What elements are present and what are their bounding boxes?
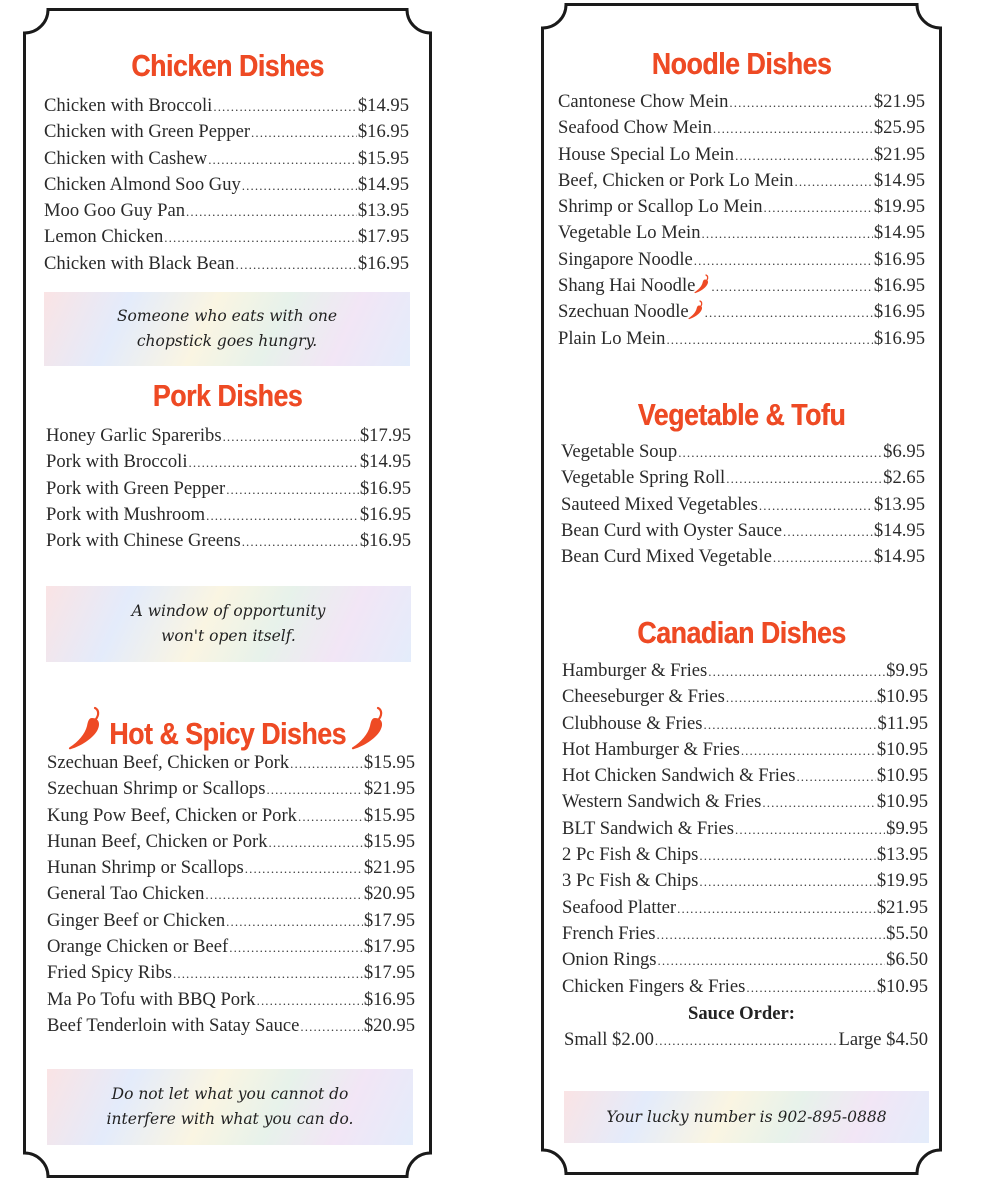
menu-item <box>561 492 925 518</box>
menu-item-name-text: Orange Chicken or Beef <box>47 936 229 958</box>
section-title-noodle: Noodle Dishes <box>651 46 832 81</box>
menu-item-name-text: Szechuan Shrimp or Scallops <box>47 778 266 800</box>
menu-item-price: $11.95 <box>877 712 928 734</box>
menu-item-name-text: French Fries <box>562 922 656 944</box>
menu-item-name <box>44 93 212 119</box>
menu-item-name-text: Beef, Chicken or Pork Lo Mein <box>558 169 794 191</box>
sauce-order-prices <box>564 1027 928 1053</box>
menu-item-name-text: Shrimp or Scallop Lo Mein <box>558 196 763 218</box>
menu-item-name-text: Lemon Chicken <box>44 226 164 248</box>
menu-item <box>558 115 925 141</box>
menu-item-name-text: Chicken Fingers & Fries <box>562 975 746 997</box>
menu-item-price: $14.95 <box>357 95 409 116</box>
menu-item-price: $13.95 <box>873 493 925 515</box>
spicy-items <box>47 750 415 1039</box>
menu-item <box>44 119 409 145</box>
menu-item-price: $16.95 <box>359 477 411 499</box>
menu-item-price: $16.95 <box>873 275 925 297</box>
menu-item-name <box>558 299 704 325</box>
menu-item-name-text: House Special Lo Mein <box>558 143 735 165</box>
menu-item-name-text: Hunan Beef, Chicken or Pork <box>47 830 268 852</box>
menu-item-name-text: Pork with Broccoli <box>46 451 188 473</box>
menu-item-price: $17.95 <box>359 425 411 446</box>
menu-item-name-text: Chicken with Broccoli <box>44 95 213 116</box>
menu-item-name-text: Honey Garlic Spareribs <box>46 425 222 446</box>
menu-item-price: $14.95 <box>873 169 925 191</box>
menu-item-price: $16.95 <box>359 503 411 525</box>
menu-item <box>558 220 925 246</box>
menu-item <box>562 868 928 894</box>
dot-leader <box>702 221 873 247</box>
menu-item <box>47 960 415 986</box>
menu-item-name-text: Clubhouse & Fries <box>562 712 703 734</box>
menu-item-price: $15.95 <box>357 147 409 169</box>
menu-item <box>561 465 925 491</box>
noodle-items <box>558 89 925 352</box>
menu-item <box>562 711 928 737</box>
dot-leader <box>245 856 363 882</box>
chili-pepper-icon <box>694 274 710 294</box>
menu-item-name <box>47 855 244 881</box>
dot-leader <box>655 1028 838 1054</box>
menu-item-price: $21.95 <box>363 778 415 800</box>
dot-leader <box>205 882 362 908</box>
menu-item-name <box>47 881 204 907</box>
menu-item-name-text: Vegetable Soup <box>561 441 678 462</box>
menu-item-name <box>44 119 250 145</box>
fortune-line: Your lucky number is 902-895-0888 <box>606 1107 887 1126</box>
menu-item-name-text: BLT Sandwich & Fries <box>562 817 735 839</box>
menu-item-name-text: Cantonese Chow Mein <box>558 91 729 112</box>
dot-leader <box>796 764 875 790</box>
dot-leader <box>794 169 872 195</box>
menu-item-name <box>558 220 701 246</box>
menu-item-name <box>562 947 657 973</box>
menu-item <box>44 224 409 250</box>
menu-item-name-text: Hot Hamburger & Fries <box>562 738 740 760</box>
menu-item-price: $17.95 <box>363 936 415 958</box>
menu-item-price: $17.95 <box>357 226 409 248</box>
menu-item-name <box>558 89 728 115</box>
dot-leader <box>699 843 875 869</box>
menu-item-price: $10.95 <box>876 738 928 760</box>
menu-item <box>46 449 411 475</box>
dot-leader <box>741 738 876 764</box>
canadian-items <box>562 658 928 1000</box>
menu-item-price: $2.65 <box>883 467 925 489</box>
menu-item-price: $21.95 <box>363 857 415 879</box>
menu-item <box>562 974 928 1000</box>
menu-item-price: $13.95 <box>876 844 928 866</box>
menu-item-name <box>562 868 698 894</box>
menu-item-name <box>47 960 172 986</box>
menu-item-name-text: Cheeseburger & Fries <box>562 686 725 708</box>
menu-item <box>562 658 928 684</box>
menu-item-name-text: Singapore Noodle <box>558 248 693 270</box>
dot-leader <box>226 477 359 503</box>
menu-item-name <box>562 684 725 710</box>
section-title-pork: Pork Dishes <box>152 378 303 413</box>
menu-item-price: $20.95 <box>363 883 415 905</box>
dot-leader <box>746 975 876 1001</box>
dot-leader <box>242 529 359 555</box>
dot-leader <box>189 450 359 476</box>
menu-item-name-text: Shang Hai Noodle <box>558 275 696 297</box>
dot-leader <box>705 300 873 326</box>
menu-item <box>562 895 928 921</box>
menu-item-price: $6.50 <box>886 949 928 971</box>
menu-item <box>561 439 925 465</box>
dot-leader <box>656 922 885 948</box>
menu-item-price: $20.95 <box>363 1014 415 1036</box>
menu-item-name-text: 2 Pc Fish & Chips <box>562 844 699 866</box>
menu-item-name-text: Bean Curd with Oyster Sauce <box>561 519 783 541</box>
menu-item-price: $16.95 <box>873 248 925 270</box>
menu-item <box>558 247 925 273</box>
menu-item-price: $15.95 <box>363 804 415 826</box>
menu-item-price: $16.95 <box>359 530 411 552</box>
menu-item <box>562 921 928 947</box>
menu-item <box>558 194 925 220</box>
dot-leader <box>186 199 357 225</box>
menu-item-name-text: Chicken with Cashew <box>44 147 208 169</box>
menu-item <box>558 326 925 352</box>
menu-item <box>44 251 409 277</box>
dot-leader <box>708 659 885 685</box>
menu-item-name <box>558 273 710 299</box>
menu-item-name-text: General Tao Chicken <box>47 883 205 905</box>
menu-item-price: $14.95 <box>357 173 409 195</box>
menu-item-name <box>44 198 185 224</box>
menu-item <box>562 947 928 973</box>
dot-leader <box>699 869 875 895</box>
menu-item-name-text: Hamburger & Fries <box>562 660 708 681</box>
menu-item-name <box>46 449 188 475</box>
dot-leader <box>236 252 357 278</box>
menu-item <box>46 528 411 554</box>
menu-item <box>46 423 411 449</box>
menu-item-name <box>44 251 235 277</box>
dot-leader <box>759 493 873 519</box>
menu-item-name-text: Moo Goo Guy Pan <box>44 200 186 222</box>
menu-item-price: $14.95 <box>873 519 925 541</box>
menu-item-name-text: Szechuan Noodle <box>558 301 689 323</box>
dot-leader <box>677 896 876 922</box>
dot-leader <box>213 94 357 120</box>
menu-item-name-text: Pork with Chinese Greens <box>46 530 241 552</box>
menu-item-price: $17.95 <box>363 962 415 984</box>
menu-item-price: $16.95 <box>363 988 415 1010</box>
menu-item <box>558 89 925 115</box>
fortune-box <box>44 292 410 366</box>
dot-leader <box>678 440 882 466</box>
dot-leader <box>735 817 885 843</box>
menu-item-name-text: Fried Spicy Ribs <box>47 962 172 984</box>
fortune-line: won't open itself. <box>161 627 296 645</box>
menu-item-name <box>562 921 655 947</box>
dot-leader <box>783 519 873 545</box>
menu-item-name-text: Vegetable Spring Roll <box>561 467 726 489</box>
menu-item-name <box>562 816 734 842</box>
menu-item-name-text: Chicken with Green Pepper <box>44 121 251 143</box>
fortune-box <box>47 1069 413 1145</box>
menu-item <box>47 934 415 960</box>
menu-item-price: $6.95 <box>883 441 925 462</box>
menu-item-name-text: Seafood Chow Mein <box>558 117 712 139</box>
menu-item <box>47 1013 415 1039</box>
menu-item-price: $9.95 <box>886 817 928 839</box>
dot-leader <box>729 90 872 116</box>
dot-leader <box>762 790 875 816</box>
dot-leader <box>300 1014 362 1040</box>
menu-item <box>47 987 415 1013</box>
menu-item-name <box>562 895 676 921</box>
fortune-box <box>564 1091 929 1143</box>
menu-item-name <box>47 987 256 1013</box>
menu-item <box>46 502 411 528</box>
dot-leader <box>764 195 873 221</box>
menu-item-name-text: Ma Po Tofu with BBQ Pork <box>47 988 256 1010</box>
menu-item-name <box>561 465 725 491</box>
menu-item <box>47 803 415 829</box>
menu-item-name <box>561 439 677 465</box>
menu-item-name-text: Hunan Shrimp or Scallops <box>47 857 244 879</box>
dot-leader <box>223 424 359 450</box>
menu-item-price: $14.95 <box>873 546 925 568</box>
menu-item <box>561 544 925 570</box>
chicken-items <box>44 93 409 277</box>
fortune-line: interfere with what you can do. <box>106 1110 354 1128</box>
menu-item-price: $25.95 <box>873 117 925 139</box>
menu-item <box>558 299 925 325</box>
menu-item <box>47 908 415 934</box>
menu-item <box>562 737 928 763</box>
dot-leader <box>242 173 357 199</box>
fortune-box <box>46 586 411 662</box>
dot-leader <box>666 327 872 353</box>
menu-item-price: $19.95 <box>873 196 925 218</box>
menu-item-price: $10.95 <box>876 686 928 708</box>
menu-item-name-text: Kung Pow Beef, Chicken or Pork <box>47 804 297 826</box>
sauce-large-price: Large $4.50 <box>838 1029 928 1050</box>
menu-item-name <box>562 974 745 1000</box>
menu-item-name <box>562 842 698 868</box>
menu-item-name-text: Vegetable Lo Mein <box>558 222 701 244</box>
menu-item-price: $21.95 <box>876 896 928 918</box>
sauce-small-price: Small $2.00 <box>564 1029 654 1050</box>
menu-item-name <box>47 1013 299 1039</box>
menu-item-price: $13.95 <box>357 200 409 222</box>
menu-item <box>562 763 928 789</box>
menu-item <box>562 842 928 868</box>
menu-item-name <box>47 934 228 960</box>
chili-pepper-icon <box>351 706 387 752</box>
dot-leader <box>290 751 363 777</box>
menu-item-name <box>558 115 712 141</box>
menu-item <box>47 881 415 907</box>
menu-item-name-text: Pork with Green Pepper <box>46 477 226 499</box>
vegetable-items <box>561 439 925 570</box>
chili-pepper-icon <box>68 706 104 752</box>
menu-item-name <box>46 423 222 449</box>
left-menu-panel <box>23 8 432 1178</box>
pork-items <box>46 423 411 554</box>
menu-item-name <box>558 247 693 273</box>
dot-leader <box>694 248 873 274</box>
dot-leader <box>658 948 886 974</box>
menu-item-name <box>46 476 225 502</box>
menu-item <box>44 93 409 119</box>
menu-item-name <box>558 142 734 168</box>
dot-leader <box>226 909 363 935</box>
menu-item-name <box>47 803 297 829</box>
menu-item-name <box>47 776 265 802</box>
menu-item-price: $15.95 <box>363 752 415 773</box>
menu-item <box>558 168 925 194</box>
menu-item-price: $16.95 <box>873 327 925 349</box>
menu-item <box>47 776 415 802</box>
dot-leader <box>173 961 363 987</box>
menu-item-name <box>558 194 763 220</box>
menu-item-name-text: Seafood Platter <box>562 896 677 918</box>
menu-item-name <box>561 492 758 518</box>
menu-item-name <box>561 544 772 570</box>
menu-item-name <box>44 224 163 250</box>
menu-item <box>46 476 411 502</box>
dot-leader <box>773 545 873 571</box>
menu-item-name-text: Pork with Mushroom <box>46 503 206 525</box>
menu-item-name <box>562 763 795 789</box>
dot-leader <box>713 116 873 142</box>
menu-item-name-text: Beef Tenderloin with Satay Sauce <box>47 1014 300 1036</box>
menu-item-price: $15.95 <box>363 830 415 852</box>
menu-item-name <box>46 502 205 528</box>
menu-item-price: $5.50 <box>886 922 928 944</box>
menu-item-price: $16.95 <box>357 121 409 143</box>
dot-leader <box>726 685 876 711</box>
fortune-line: chopstick goes hungry. <box>136 332 318 350</box>
fortune-line: A window of opportunity <box>131 602 326 620</box>
menu-item <box>558 273 925 299</box>
section-title-vegetable: Vegetable & Tofu <box>637 397 846 432</box>
menu-item-price: $21.95 <box>873 143 925 165</box>
menu-item <box>562 789 928 815</box>
fortune-line: Someone who eats with one <box>116 307 338 325</box>
dot-leader <box>269 830 363 856</box>
menu-item-name-text: Chicken Almond Soo Guy <box>44 173 241 195</box>
menu-item-name-text: Ginger Beef or Chicken <box>47 909 226 931</box>
menu-item-name <box>562 789 761 815</box>
menu-item-price: $10.95 <box>876 765 928 787</box>
menu-item-name <box>46 528 241 554</box>
menu-item-name <box>562 737 740 763</box>
dot-leader <box>266 777 362 803</box>
menu-item-price: $17.95 <box>363 909 415 931</box>
menu-item-price: $16.95 <box>357 252 409 274</box>
menu-item <box>562 816 928 842</box>
menu-item-name-text: Chicken with Black Bean <box>44 252 235 274</box>
menu-item <box>44 146 409 172</box>
menu-item-name-text: Sauteed Mixed Vegetables <box>561 493 758 515</box>
menu-item-price: $16.95 <box>873 301 925 323</box>
menu-item-price: $10.95 <box>876 975 928 997</box>
section-title-chicken: Chicken Dishes <box>131 48 324 83</box>
dot-leader <box>208 147 357 173</box>
menu-item-name-text: Bean Curd Mixed Vegetable <box>561 546 772 568</box>
dot-leader <box>711 274 872 300</box>
dot-leader <box>298 804 363 830</box>
menu-item-name <box>562 711 703 737</box>
menu-item <box>47 855 415 881</box>
menu-item-name <box>44 146 207 172</box>
dot-leader <box>229 935 363 961</box>
menu-item <box>44 172 409 198</box>
dot-leader <box>735 143 873 169</box>
menu-item-name <box>561 518 782 544</box>
dot-leader <box>251 120 357 146</box>
menu-item-name <box>47 908 225 934</box>
right-menu-panel <box>541 3 942 1175</box>
menu-item-price: $9.95 <box>886 660 928 681</box>
section-title-text: Hot & Spicy Dishes <box>109 716 346 751</box>
menu-item-name-text: 3 Pc Fish & Chips <box>562 870 699 892</box>
sauce-order-title: Sauce Order: <box>688 1003 795 1024</box>
menu-item-name <box>47 829 268 855</box>
menu-item-name <box>44 172 241 198</box>
menu-item-name <box>558 168 793 194</box>
dot-leader <box>726 466 882 492</box>
chili-pepper-icon <box>688 300 704 320</box>
menu-item-price: $14.95 <box>873 222 925 244</box>
menu-item-price: $21.95 <box>873 91 925 112</box>
menu-item <box>47 829 415 855</box>
dot-leader <box>206 503 359 529</box>
menu-item <box>558 142 925 168</box>
menu-item-name <box>47 750 289 776</box>
menu-item-name-text: Onion Rings <box>562 949 657 971</box>
menu-item-name-text: Hot Chicken Sandwich & Fries <box>562 765 796 787</box>
dot-leader <box>257 988 363 1014</box>
dot-leader <box>704 712 877 738</box>
menu-item-name <box>562 658 707 684</box>
menu-item-price: $19.95 <box>876 870 928 892</box>
menu-item <box>47 750 415 776</box>
section-title-canadian: Canadian Dishes <box>637 615 846 650</box>
dot-leader <box>164 225 357 251</box>
fortune-line: Do not let what you cannot do <box>111 1085 349 1103</box>
menu-item <box>44 198 409 224</box>
menu-item-name <box>558 326 665 352</box>
menu-item-price: $10.95 <box>876 791 928 813</box>
menu-item-name-text: Western Sandwich & Fries <box>562 791 762 813</box>
menu-item <box>562 684 928 710</box>
menu-item-name-text: Szechuan Beef, Chicken or Pork <box>47 752 290 773</box>
menu-item-name-text: Plain Lo Mein <box>558 327 666 349</box>
menu-item-price: $14.95 <box>359 451 411 473</box>
menu-item <box>561 518 925 544</box>
section-title-spicy <box>23 706 432 752</box>
